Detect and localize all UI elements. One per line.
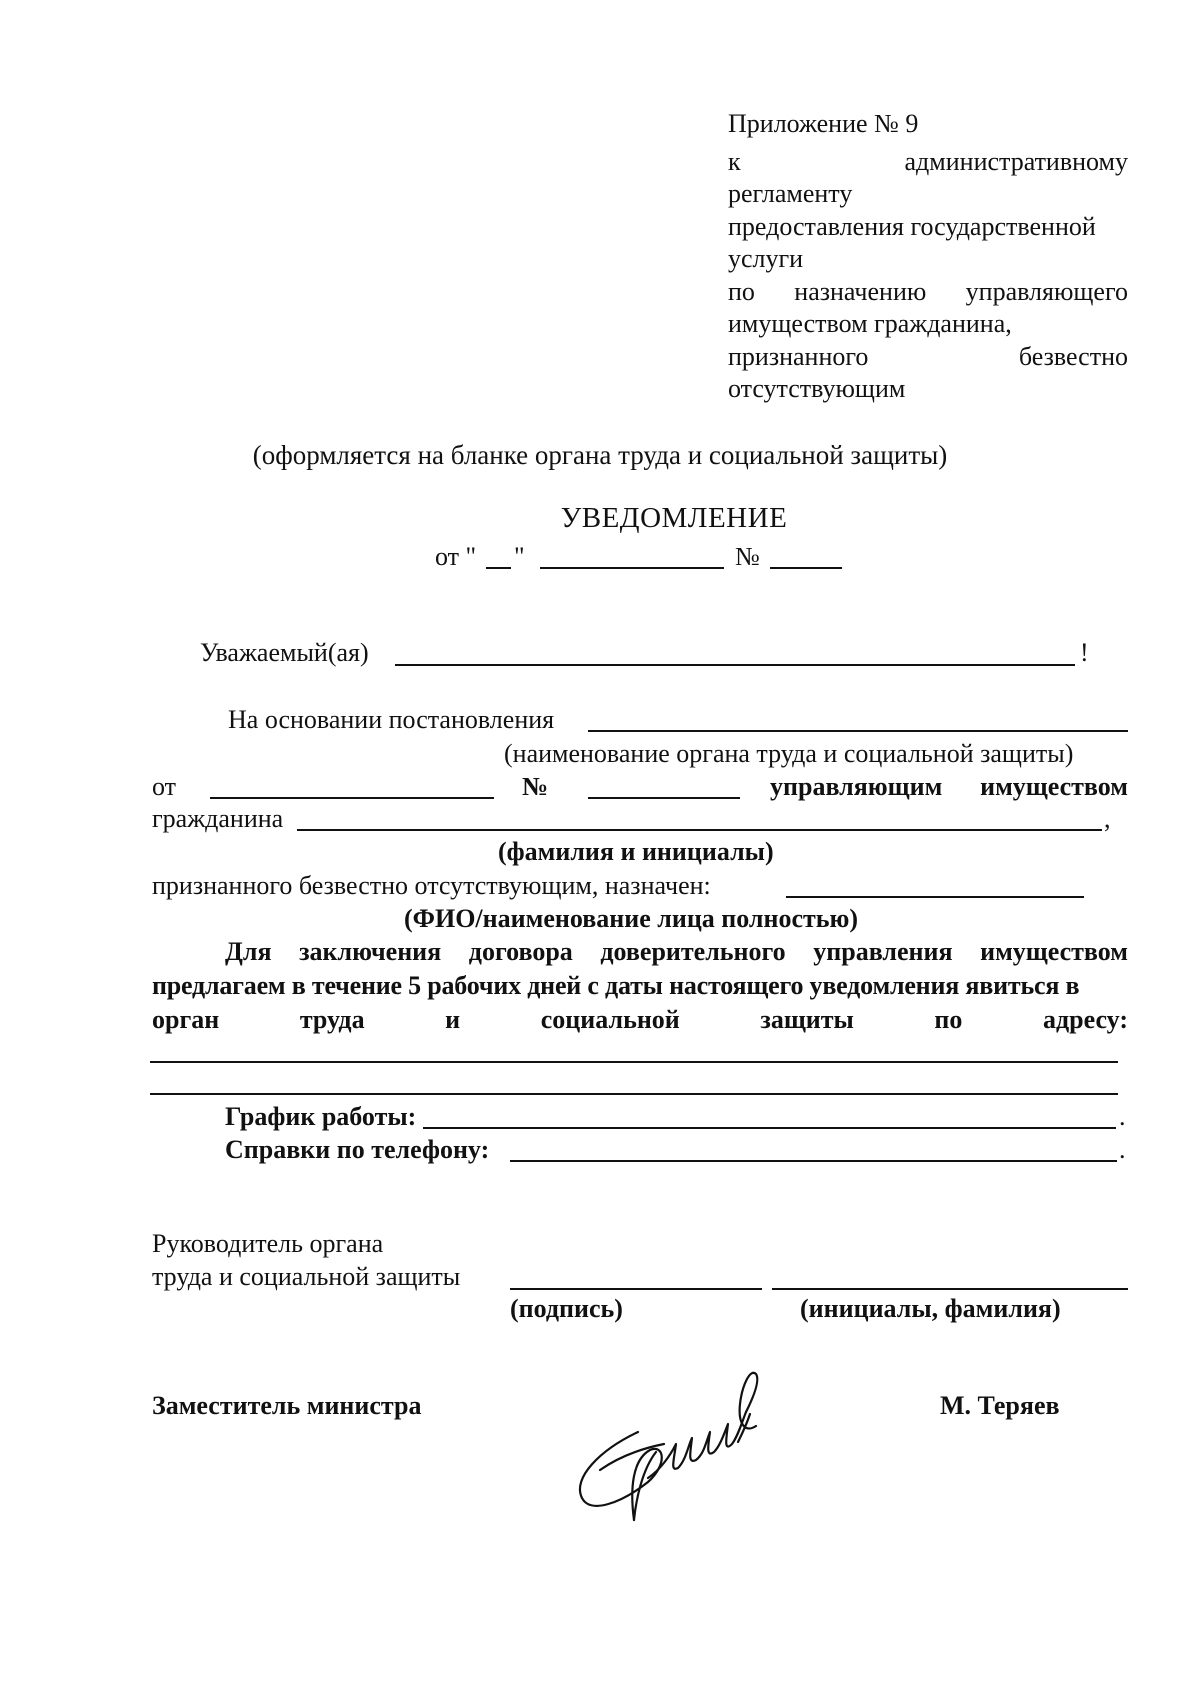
addressee-field[interactable] <box>395 664 1075 666</box>
date-day-field[interactable] <box>486 567 511 569</box>
initials-caption: (инициалы, фамилия) <box>800 1294 1061 1323</box>
citizen-name-field[interactable] <box>297 829 1102 831</box>
appendix-line-9: отсутствующим <box>728 374 906 403</box>
head-name-field[interactable] <box>772 1288 1128 1290</box>
appointed-person-field[interactable] <box>786 896 1084 898</box>
greeting-exclamation: ! <box>1080 638 1089 667</box>
date-month-year-field[interactable] <box>540 567 724 569</box>
date-ot-label: от " <box>435 542 477 571</box>
appendix-line-5: услуги <box>728 244 804 273</box>
appendix-line-3: регламенту <box>728 179 853 208</box>
from-label: от <box>152 772 177 801</box>
address-field-1[interactable] <box>150 1061 1118 1063</box>
schedule-field[interactable] <box>423 1127 1116 1129</box>
manager-words: управляющим имуществом <box>770 772 1128 801</box>
schedule-period: . <box>1119 1102 1126 1131</box>
resolution-number-field[interactable] <box>588 797 740 799</box>
greeting-label: Уважаемый(ая) <box>200 638 369 667</box>
phone-label: Справки по телефону: <box>225 1135 490 1164</box>
paragraph-line-1: Для заключения договора доверительного управления имуществом <box>225 937 1128 966</box>
handwritten-signature-icon <box>560 1360 790 1530</box>
appendix-line-2: к административному <box>728 147 1128 176</box>
address-field-2[interactable] <box>150 1093 1118 1095</box>
resolution-organ-field[interactable] <box>588 730 1128 732</box>
signature-caption: (подпись) <box>510 1294 623 1323</box>
resolution-date-field[interactable] <box>210 797 494 799</box>
phone-period: . <box>1119 1135 1126 1164</box>
page-title: УВЕДОМЛЕНИЕ <box>560 502 788 534</box>
appendix-line-1: Приложение № 9 <box>728 109 919 138</box>
document-number-field[interactable] <box>770 567 842 569</box>
citizen-comma: , <box>1104 804 1111 833</box>
phone-field[interactable] <box>510 1160 1117 1162</box>
head-title-line-1: Руководитель органа <box>152 1229 384 1258</box>
citizen-label: гражданина <box>152 804 284 833</box>
footer-position: Заместитель министра <box>152 1391 422 1420</box>
appendix-line-7: имуществом гражданина, <box>728 309 1012 338</box>
name-caption: (фамилия и инициалы) <box>498 837 774 866</box>
appendix-line-4: предоставления государственной <box>728 212 1096 241</box>
appointed-label: признанного безвестно отсутствующим, назначен: <box>152 871 711 900</box>
organ-caption: (наименование органа труда и социальной защиты) <box>504 739 1074 768</box>
basis-label: На основании постановления <box>228 705 555 734</box>
appendix-line-6: по назначению управляющего <box>728 277 1128 306</box>
paragraph-line-3: орган труда и социальной защиты по адресу: <box>152 1005 1128 1034</box>
person-caption: (ФИО/наименование лица полностью) <box>404 904 859 933</box>
resolution-number-sign: № <box>522 772 549 801</box>
head-signature-field[interactable] <box>510 1288 762 1290</box>
paragraph-line-2: предлагаем в течение 5 рабочих дней с даты настоящего уведомления явиться в <box>152 971 1080 1000</box>
head-title-line-2: труда и социальной защиты <box>152 1262 461 1291</box>
date-quote-close: " <box>514 542 525 571</box>
schedule-label: График работы: <box>225 1102 417 1131</box>
appendix-line-8: признанного безвестно <box>728 342 1128 371</box>
blank-note: (оформляется на бланке органа труда и социальной защиты) <box>252 440 948 470</box>
number-sign: № <box>735 542 760 571</box>
footer-name: М. Теряев <box>940 1391 1060 1420</box>
